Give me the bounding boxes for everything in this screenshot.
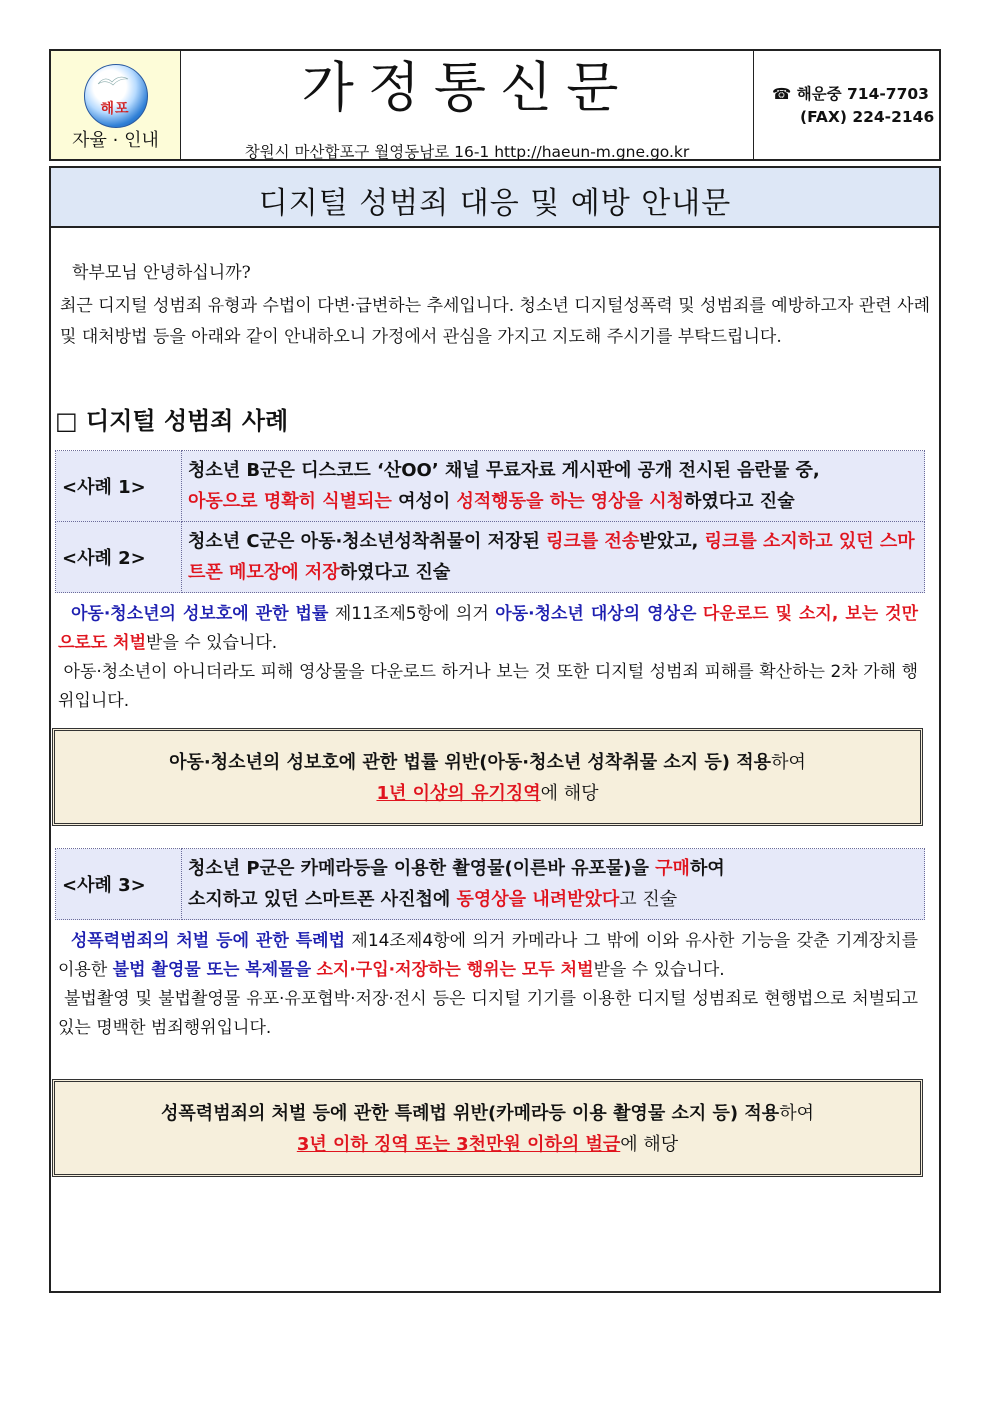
penalty-text: 에 해당 xyxy=(620,1134,679,1155)
penalty-sentence: 1년 이상의 유기징역 xyxy=(376,783,541,804)
case-description xyxy=(182,451,925,522)
case-highlight: 링크를 소지하고 있던 스마트폰 메모장에 저장 xyxy=(188,531,915,583)
case-text: 하였다고 진술 xyxy=(339,562,451,583)
law-name: 아동·청소년의 성보호에 관한 법률 xyxy=(70,604,329,624)
penalty-text: 에 해당 xyxy=(540,783,599,804)
case-description xyxy=(182,522,925,593)
penalty-box-2 xyxy=(52,1079,923,1177)
case-row xyxy=(56,451,925,522)
school-address: 창원시 마산합포구 월영동남로 16-1 http://haeun-m.gne.go.kr xyxy=(244,143,690,161)
law-text: 제11조제5항에 의거 xyxy=(328,604,496,624)
case-text: 고 진술 xyxy=(619,889,678,910)
case-row xyxy=(56,522,925,593)
law-text: 받을 수 있습니다. xyxy=(146,633,278,653)
law-name: 성폭력범죄의 처벌 등에 관한 특례법 xyxy=(70,931,345,951)
case-text: 하여 xyxy=(689,858,725,879)
emblem-text: 해포 xyxy=(100,101,130,117)
case-highlight: 아동으로 명확히 식별되는 xyxy=(188,491,392,512)
greeting: 학부모님 안녕하십니까? xyxy=(72,263,251,283)
contact-panel xyxy=(753,51,940,159)
law-note: 아동·청소년이 아니더라도 피해 영상물을 다운로드 하거나 보는 것 또한 디지털 성범죄 피해를 확산하는 2차 가해 행위입니다. xyxy=(58,662,919,711)
law-emphasis: 아동·청소년 대상의 영상은 xyxy=(495,604,697,624)
case-table-1-2 xyxy=(55,450,925,593)
law-penalty: 소지·구입·저장하는 행위는 모두 처벌 xyxy=(316,960,594,980)
case-highlight: 성적행동을 하는 영상을 시청 xyxy=(456,491,684,512)
case-text: 청소년 P군은 카메라등을 이용한 촬영물(이른바 유포물)을 xyxy=(188,858,656,879)
case-text: 소지하고 있던 스마트폰 사진첩에 xyxy=(188,889,457,910)
document-title: 디지털 성범죄 대응 및 예방 안내문 xyxy=(258,186,732,221)
seagull-icon xyxy=(96,72,130,92)
law-paragraph-2 xyxy=(58,927,918,1043)
case-table-3 xyxy=(55,848,925,920)
penalty-text: 하여 xyxy=(771,752,806,773)
law-paragraph-1 xyxy=(58,600,918,716)
newsletter-title: 가정통신문 xyxy=(301,56,633,119)
case-text: 청소년 C군은 아동·청소년성착취물이 저장된 xyxy=(188,531,547,552)
penalty-box-1 xyxy=(52,728,923,826)
case-row xyxy=(56,849,925,920)
law-emphasis: 불법 촬영물 또는 복제물을 xyxy=(112,960,312,980)
case-text: 받았고, xyxy=(639,531,705,552)
penalty-text: 하여 xyxy=(779,1103,814,1124)
case-label: <사례 2> xyxy=(56,522,182,593)
case-highlight: 구매 xyxy=(655,858,690,879)
school-phone: ☎ 해운중 714-7703 xyxy=(772,85,929,103)
case-highlight: 동영상을 내려받았다 xyxy=(456,889,620,910)
law-text: 받을 수 있습니다. xyxy=(593,960,725,980)
case-text: 청소년 B군은 디스코드 ‘산OO’ 채널 무료자료 게시판에 공개 전시된 음란물 중, xyxy=(188,460,820,481)
section-heading: □ 디지털 성범죄 사례 xyxy=(55,407,289,435)
school-motto: 자율 · 인내 xyxy=(72,130,159,151)
school-fax: (FAX) 224-2146 xyxy=(800,108,935,126)
law-text: 제14조제4항에 의거 카메라나 그 밖에 이와 유사한 기능을 갖춘 기계장치를 이용한 xyxy=(58,931,918,980)
law-penalty: 다운로드 및 소지, 보는 것만으로도 처벌 xyxy=(58,604,919,653)
case-description xyxy=(182,849,925,920)
penalty-sentence: 3년 이하 징역 또는 3천만원 이하의 벌금 xyxy=(296,1134,621,1155)
penalty-statute: 성폭력범죄의 처벌 등에 관한 특례법 위반(카메라등 이용 촬영물 소지 등) 적용 xyxy=(161,1103,780,1124)
case-highlight: 링크를 전송 xyxy=(546,531,640,552)
case-text: 하였다고 진술 xyxy=(683,491,795,512)
law-note: 불법촬영 및 불법촬영물 유포·유포협박·저장·전시 등은 디지털 기기를 이용한 디지털 성범죄로 현행법으로 처벌되고 있는 명백한 범죄행위입니다. xyxy=(58,989,918,1038)
case-label: <사례 3> xyxy=(56,849,182,920)
penalty-statute: 아동·청소년의 성보호에 관한 법률 위반(아동·청소년 성착취물 소지 등) 적용 xyxy=(169,752,772,773)
case-text: 여성이 xyxy=(391,491,457,512)
case-label: <사례 1> xyxy=(56,451,182,522)
intro-paragraph: 최근 디지털 성범죄 유형과 수법이 다변·급변하는 추세입니다. 청소년 디지털성폭력 및 성범죄를 예방하고자 관련 사례 및 대처방법 등을 아래와 같이 안내하오니 가정에서 관심을 가지고 지도해 주시기를 부탁드립니다. xyxy=(60,296,930,347)
